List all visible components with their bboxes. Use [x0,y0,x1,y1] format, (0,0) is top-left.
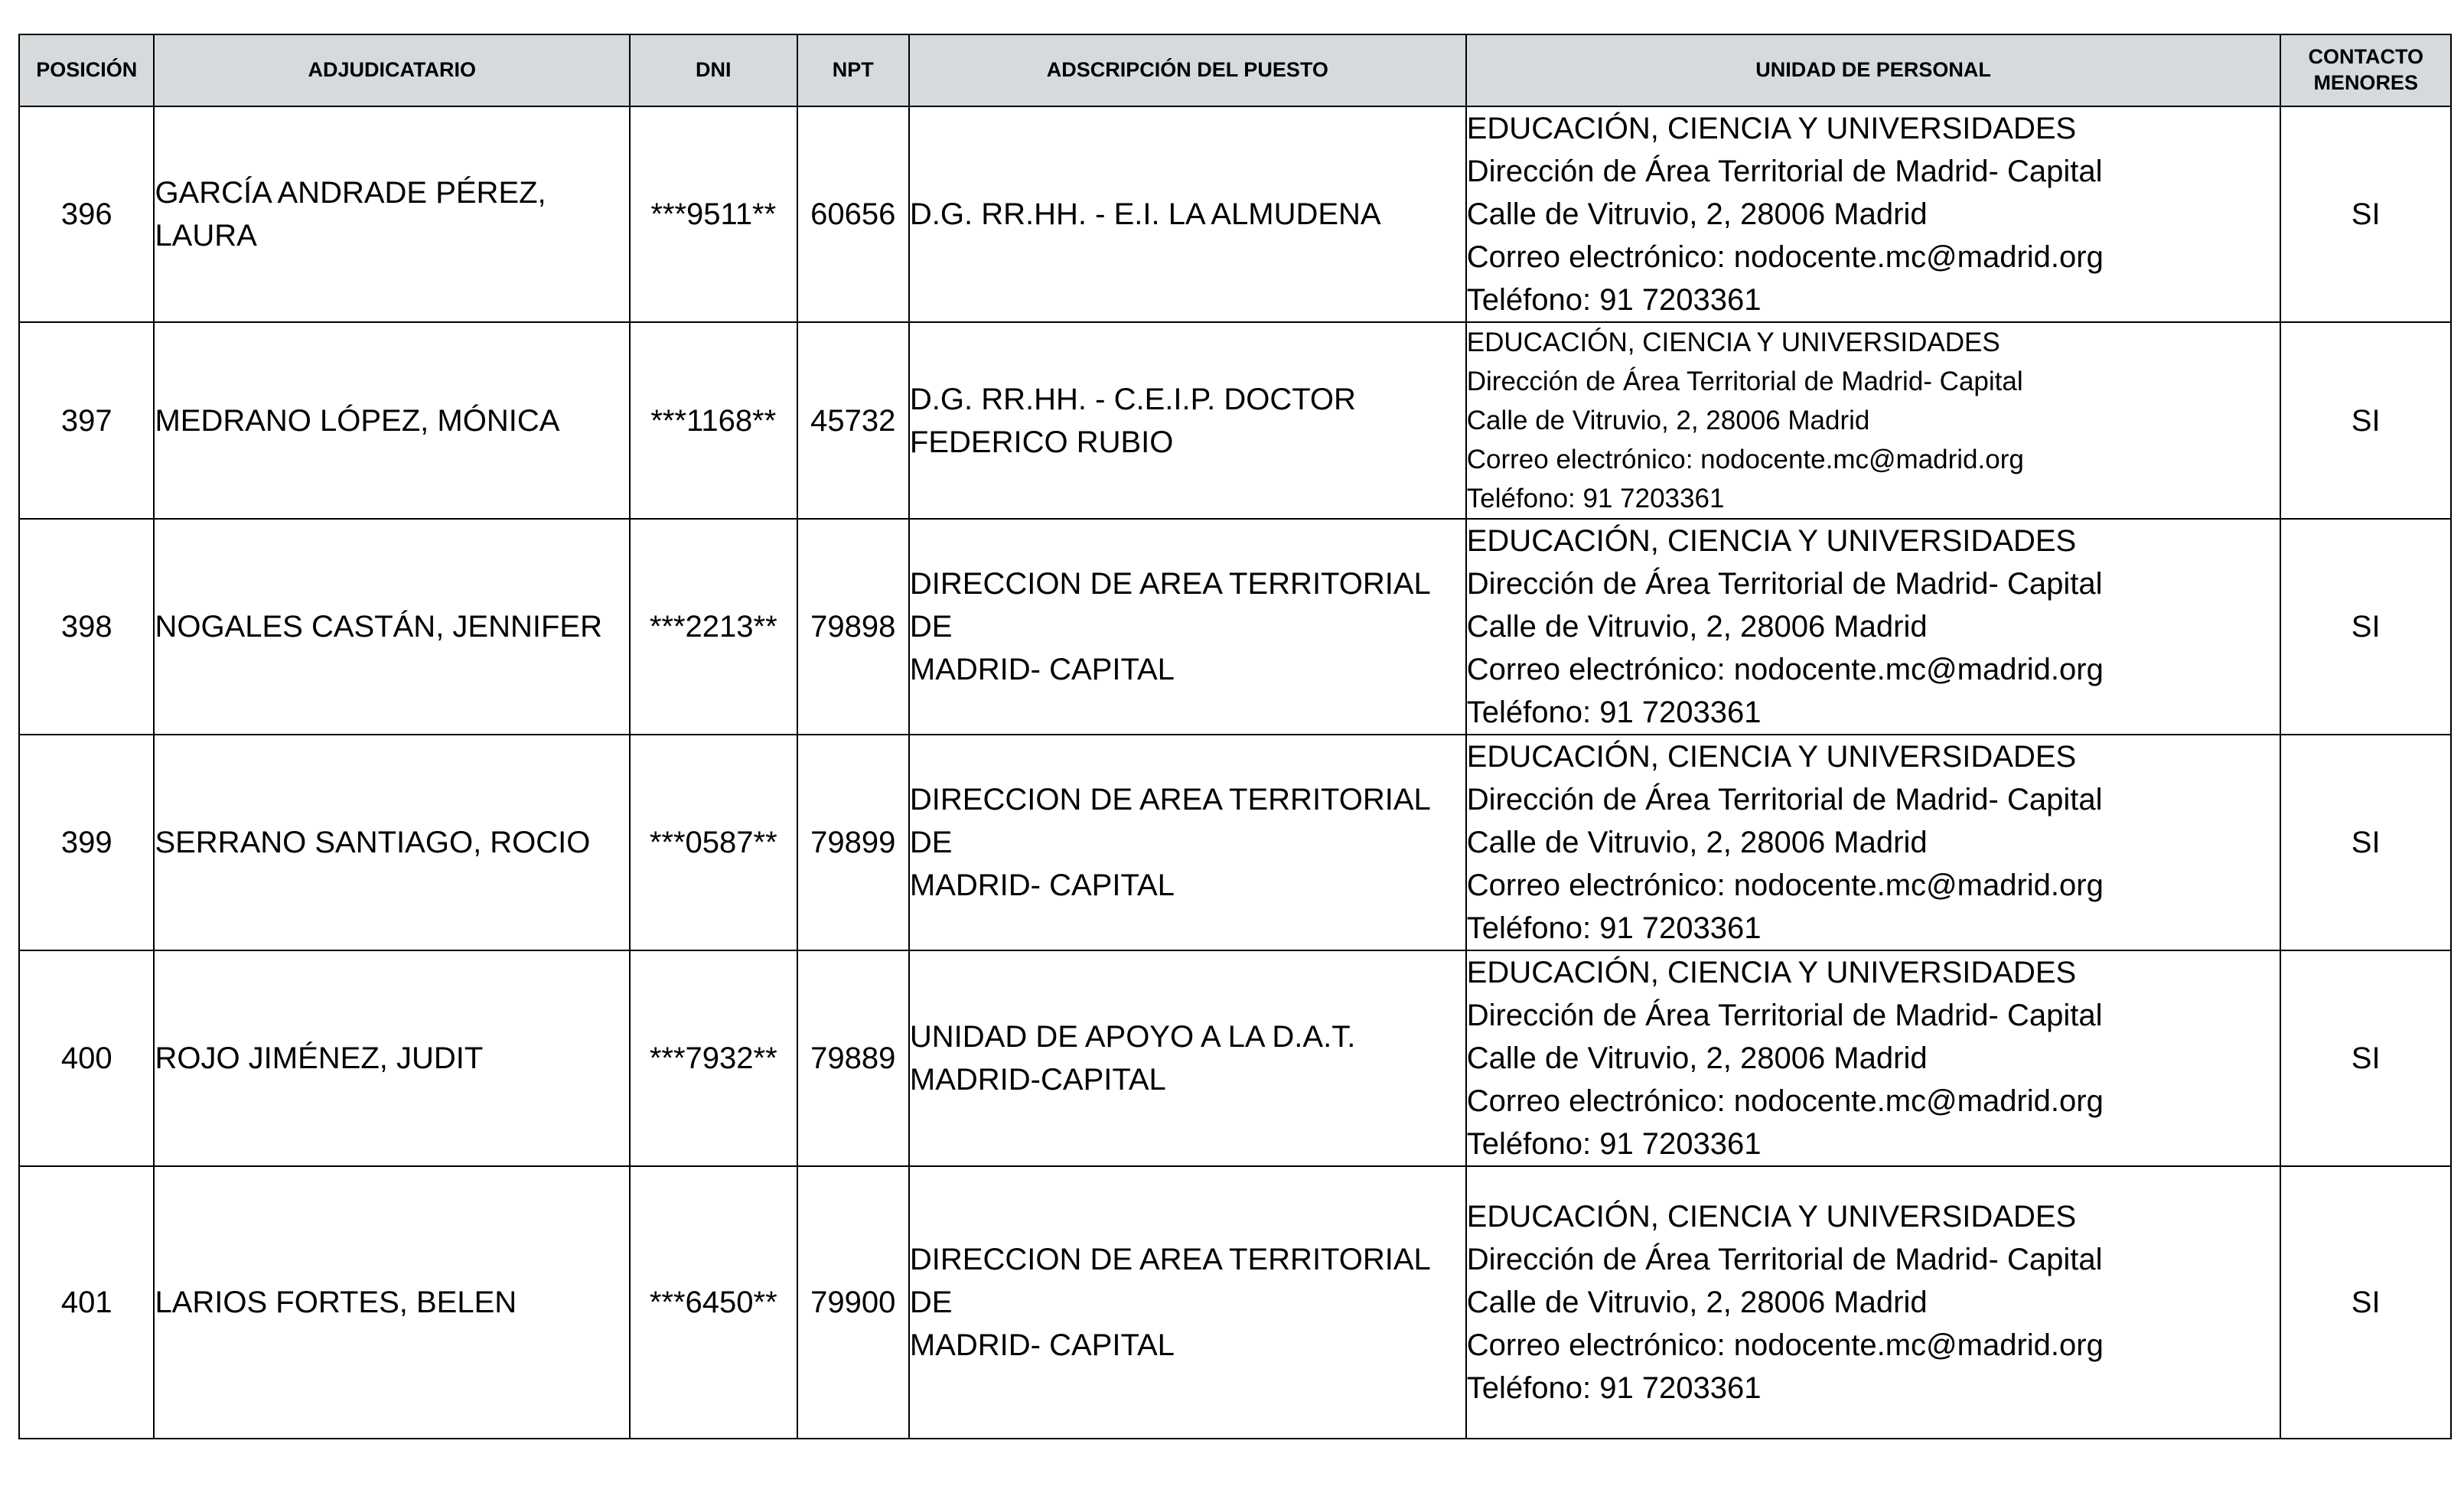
unidad-line5: Teléfono: 91 7203361 [1466,1127,1762,1161]
unidad-line1: EDUCACIÓN, CIENCIA Y UNIVERSIDADES [1466,328,2000,357]
table-header-row [19,34,2451,106]
table-row [19,519,2451,735]
cell-dni: ***1168** [630,322,797,519]
cell-unidad [1466,950,2281,1166]
cell-dni: ***0587** [630,735,797,950]
adscripcion-line1: UNIDAD DE APOYO A LA D.A.T. [909,1020,1356,1054]
table-row [19,950,2451,1166]
unidad-line4: Correo electrónico: nodocente.mc@madrid.org [1466,240,2104,274]
cell-dni: ***7932** [630,950,797,1166]
adjudicatario-line2: LAURA [155,219,257,253]
cell-adjudicatario [154,106,630,322]
cell-adscripcion [909,1166,1466,1439]
unidad-line4: Correo electrónico: nodocente.mc@madrid.org [1466,653,2104,686]
table-row [19,322,2451,519]
cell-dni: ***9511** [630,106,797,322]
cell-adscripcion [909,519,1466,735]
cell-unidad [1466,322,2281,519]
cell-unidad [1466,735,2281,950]
unidad-line2: Dirección de Área Territorial de Madrid- Capital [1466,999,2103,1032]
adscripcion-line2: MADRID- CAPITAL [909,1328,1175,1362]
adscripcion-line2: MADRID- CAPITAL [909,869,1175,902]
adjudicatario-line1: MEDRANO LÓPEZ, MÓNICA [155,403,560,438]
table-row [19,1166,2451,1439]
unidad-line2: Dirección de Área Territorial de Madrid- Capital [1466,367,2023,396]
unidad-line5: Teléfono: 91 7203361 [1466,283,1762,317]
cell-posicion: 398 [19,519,154,735]
unidad-line4: Correo electrónico: nodocente.mc@madrid.org [1466,1084,2104,1118]
cell-unidad [1466,1166,2281,1439]
adscripcion-line1: DIRECCION DE AREA TERRITORIAL DE [909,567,1430,644]
cell-adscripcion [909,106,1466,322]
unidad-line5: Teléfono: 91 7203361 [1466,484,1725,513]
cell-posicion: 397 [19,322,154,519]
cell-adscripcion [909,322,1466,519]
unidad-line1: EDUCACIÓN, CIENCIA Y UNIVERSIDADES [1466,740,2077,774]
unidad-line5: Teléfono: 91 7203361 [1466,1371,1762,1405]
unidad-line3: Calle de Vitruvio, 2, 28006 Madrid [1466,197,1928,231]
cell-unidad [1466,519,2281,735]
adjudicatario-line1: SERRANO SANTIAGO, ROCIO [155,826,591,859]
cell-posicion: 399 [19,735,154,950]
adjudicatario-line1: ROJO JIMÉNEZ, JUDIT [155,1041,484,1075]
unidad-line2: Dirección de Área Territorial de Madrid- Capital [1466,155,2103,188]
adscripcion-line2: FEDERICO RUBIO [909,425,1174,459]
header-unidad: UNIDAD DE PERSONAL [1466,34,2281,106]
cell-adscripcion [909,735,1466,950]
cell-contacto-menores: SI [2280,735,2451,950]
unidad-line1: EDUCACIÓN, CIENCIA Y UNIVERSIDADES [1466,524,2077,558]
assignments-table [18,34,2452,1439]
header-contacto-line2: MENORES [2313,71,2418,94]
table-row [19,106,2451,322]
cell-posicion: 396 [19,106,154,322]
cell-adjudicatario [154,950,630,1166]
cell-adjudicatario [154,322,630,519]
adscripcion-line1: D.G. RR.HH. - C.E.I.P. DOCTOR [909,382,1356,416]
cell-npt: 79899 [797,735,909,950]
adjudicatario-line1: NOGALES CASTÁN, JENNIFER [155,610,602,644]
adscripcion-line2: MADRID- CAPITAL [909,653,1175,686]
adscripcion-line1: DIRECCION DE AREA TERRITORIAL DE [909,783,1430,859]
header-npt: NPT [797,34,909,106]
unidad-line4: Correo electrónico: nodocente.mc@madrid.org [1466,1328,2104,1362]
cell-contacto-menores: SI [2280,106,2451,322]
header-contacto-line1: CONTACTO [2308,45,2423,69]
unidad-line3: Calle de Vitruvio, 2, 28006 Madrid [1466,826,1928,859]
unidad-line4: Correo electrónico: nodocente.mc@madrid.org [1466,445,2024,474]
cell-unidad [1466,106,2281,322]
adscripcion-line2: MADRID-CAPITAL [909,1063,1166,1097]
unidad-line3: Calle de Vitruvio, 2, 28006 Madrid [1466,610,1928,644]
unidad-line4: Correo electrónico: nodocente.mc@madrid.org [1466,869,2104,902]
cell-adscripcion [909,950,1466,1166]
header-posicion: POSICIÓN [19,34,154,106]
adjudicatario-line1: GARCÍA ANDRADE PÉREZ, [155,176,546,210]
adjudicatario-line1: LARIOS FORTES, BELEN [155,1286,517,1319]
cell-contacto-menores: SI [2280,950,2451,1166]
cell-dni: ***6450** [630,1166,797,1439]
cell-adjudicatario [154,735,630,950]
unidad-line3: Calle de Vitruvio, 2, 28006 Madrid [1466,406,1870,435]
cell-npt: 60656 [797,106,909,322]
cell-contacto-menores: SI [2280,519,2451,735]
header-adjudicatario: ADJUDICATARIO [154,34,630,106]
unidad-line3: Calle de Vitruvio, 2, 28006 Madrid [1466,1041,1928,1075]
cell-adjudicatario [154,519,630,735]
cell-contacto-menores: SI [2280,322,2451,519]
cell-adjudicatario [154,1166,630,1439]
unidad-line5: Teléfono: 91 7203361 [1466,696,1762,729]
cell-posicion: 400 [19,950,154,1166]
cell-npt: 79898 [797,519,909,735]
unidad-line2: Dirección de Área Territorial de Madrid- Capital [1466,567,2103,601]
unidad-line3: Calle de Vitruvio, 2, 28006 Madrid [1466,1286,1928,1319]
unidad-line5: Teléfono: 91 7203361 [1466,911,1762,945]
cell-dni: ***2213** [630,519,797,735]
header-dni: DNI [630,34,797,106]
unidad-line1: EDUCACIÓN, CIENCIA Y UNIVERSIDADES [1466,112,2077,145]
cell-posicion: 401 [19,1166,154,1439]
header-contacto-menores [2280,34,2451,106]
unidad-line2: Dirección de Área Territorial de Madrid- Capital [1466,783,2103,816]
table-row [19,735,2451,950]
adscripcion-line1: D.G. RR.HH. - E.I. LA ALMUDENA [909,197,1381,231]
cell-npt: 79889 [797,950,909,1166]
unidad-line2: Dirección de Área Territorial de Madrid- Capital [1466,1243,2103,1276]
cell-npt: 79900 [797,1166,909,1439]
adscripcion-line1: DIRECCION DE AREA TERRITORIAL DE [909,1243,1430,1319]
unidad-line1: EDUCACIÓN, CIENCIA Y UNIVERSIDADES [1466,956,2077,989]
cell-npt: 45732 [797,322,909,519]
header-adscripcion: ADSCRIPCIÓN DEL PUESTO [909,34,1466,106]
cell-contacto-menores: SI [2280,1166,2451,1439]
unidad-line1: EDUCACIÓN, CIENCIA Y UNIVERSIDADES [1466,1200,2077,1234]
